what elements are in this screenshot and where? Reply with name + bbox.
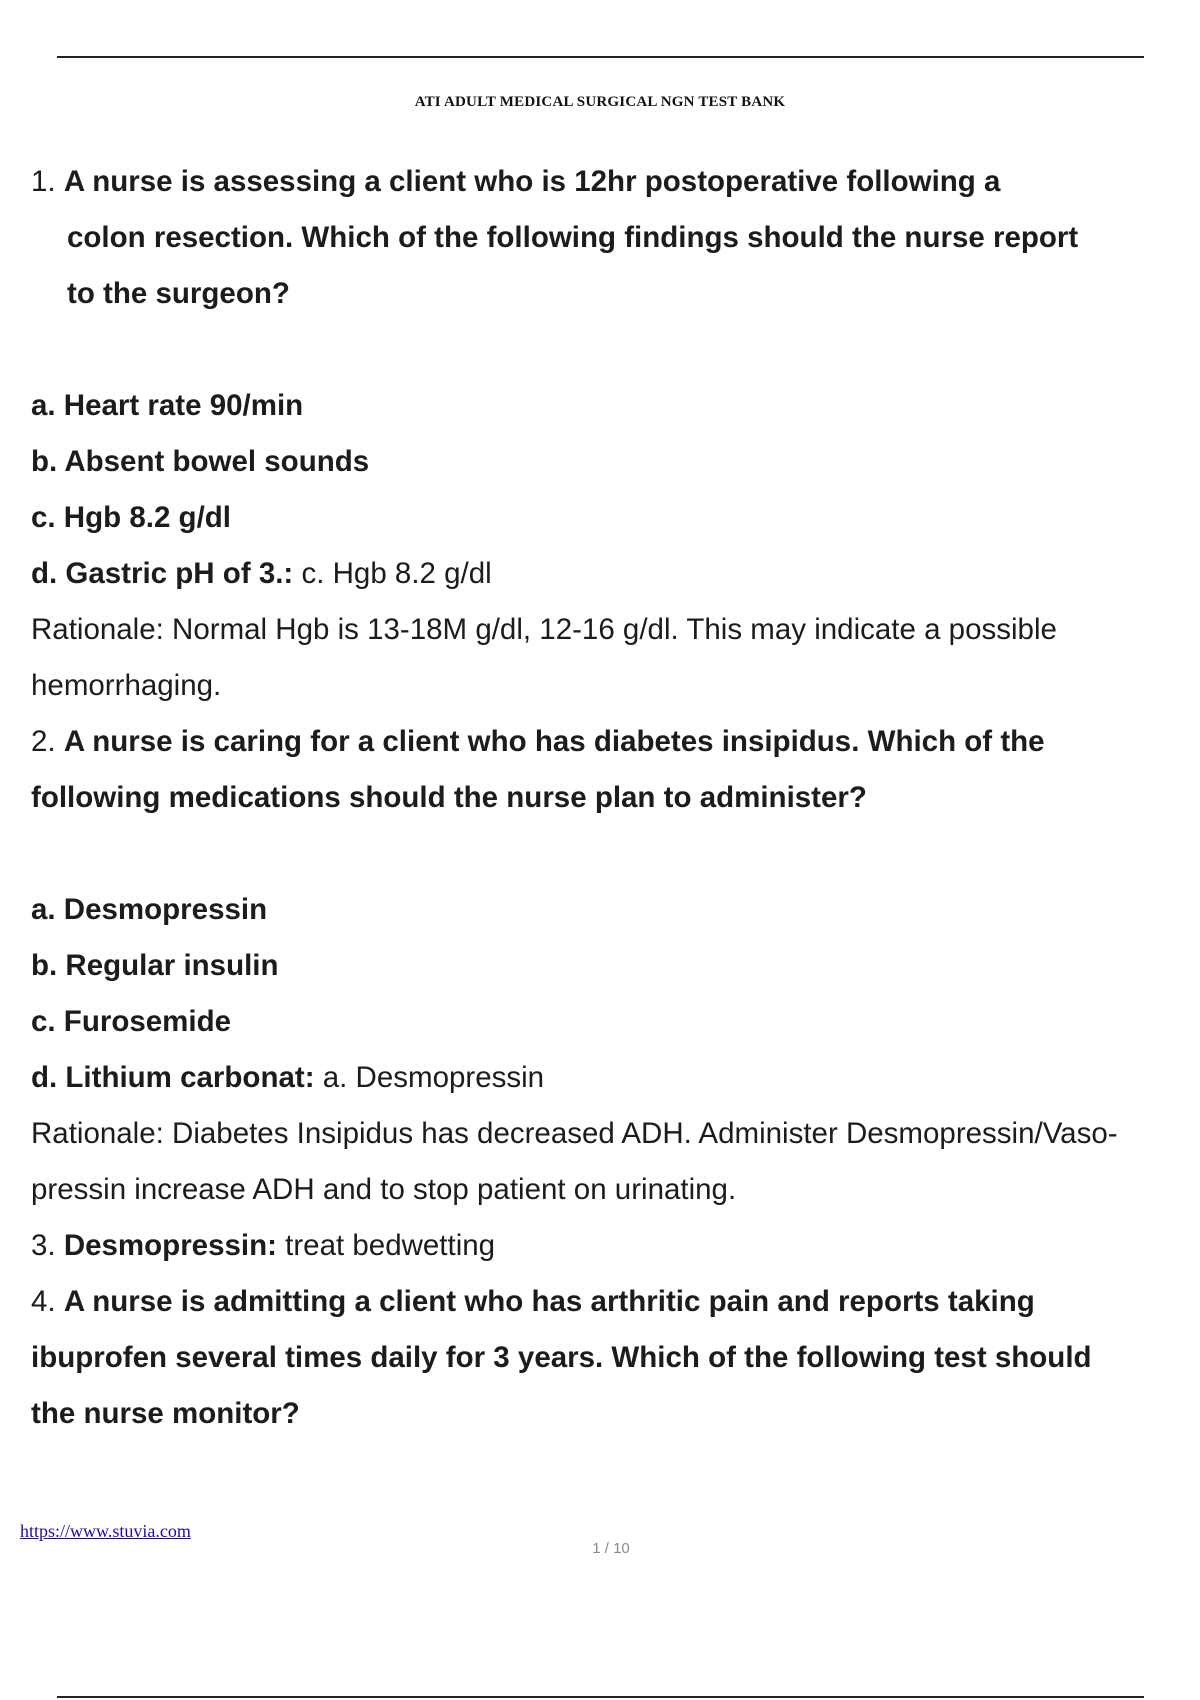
- question-2-line-2: following medications should the nurse plan to administer?: [31, 781, 867, 814]
- question-2-option-a: a. Desmopressin: [31, 893, 268, 926]
- question-1-line-2: colon resection. Which of the following findings should the nurse report: [67, 221, 1079, 254]
- question-1-option-d-label: d. Gastric pH of 3.:: [31, 557, 294, 590]
- question-2-option-d-label: d. Lithium carbonat:: [31, 1061, 315, 1094]
- question-4-line-3: the nurse monitor?: [31, 1397, 300, 1430]
- spacer: [31, 322, 1181, 378]
- question-1-answer: c. Hgb 8.2 g/dl: [301, 557, 492, 590]
- question-1-option-c: c. Hgb 8.2 g/dl: [31, 501, 231, 534]
- bottom-rule: [57, 1696, 1144, 1698]
- question-4-line-1: [31, 1274, 1181, 1330]
- question-3: [31, 1218, 1181, 1274]
- question-3-definition: treat bedwetting: [285, 1229, 496, 1262]
- question-1-option-d: [31, 546, 1181, 602]
- question-1-stem: A nurse is assessing a client who is 12hr postoperative following a: [63, 165, 1001, 198]
- question-4-number: 4.: [31, 1285, 56, 1318]
- spacer: [31, 826, 1181, 882]
- question-3-number: 3.: [31, 1229, 56, 1262]
- document-body: [31, 154, 1181, 1442]
- question-3-term: Desmopressin:: [63, 1229, 277, 1262]
- question-2-number: 2.: [31, 725, 56, 758]
- question-2-option-b: b. Regular insulin: [31, 949, 279, 982]
- question-2-stem: A nurse is caring for a client who has diabetes insipidus. Which of the: [63, 725, 1045, 758]
- document-header: ATI ADULT MEDICAL SURGICAL NGN TEST BANK: [414, 94, 786, 110]
- question-2-answer: a. Desmopressin: [322, 1061, 545, 1094]
- question-1-rationale-1: Rationale: Normal Hgb is 13-18M g/dl, 12-16 g/dl. This may indicate a possible: [31, 613, 1057, 646]
- question-1-line-3: to the surgeon?: [67, 277, 290, 310]
- question-4-line-2: ibuprofen several times daily for 3 years. Which of the following test should: [31, 1341, 1092, 1374]
- question-2-rationale-1: Rationale: Diabetes Insipidus has decreased ADH. Administer Desmopressin/Vaso-: [31, 1117, 1118, 1150]
- question-1-line-1: [31, 154, 1181, 210]
- question-1-option-a: a. Heart rate 90/min: [31, 389, 304, 422]
- question-1-option-b: b. Absent bowel sounds: [31, 445, 370, 478]
- question-2-line-1: [31, 714, 1181, 770]
- question-1-number: 1.: [31, 165, 56, 198]
- question-2-option-d: [31, 1050, 1181, 1106]
- question-2-rationale-2: pressin increase ADH and to stop patient on urinating.: [31, 1173, 737, 1206]
- stuvia-link[interactable]: https://www.stuvia.com: [20, 1521, 191, 1541]
- question-2-option-c: c. Furosemide: [31, 1005, 232, 1038]
- question-4-stem: A nurse is admitting a client who has arthritic pain and reports taking: [63, 1285, 1035, 1318]
- question-1-rationale-2: hemorrhaging.: [31, 669, 222, 702]
- top-rule: [57, 56, 1144, 58]
- page-number: 1 / 10: [592, 1540, 630, 1557]
